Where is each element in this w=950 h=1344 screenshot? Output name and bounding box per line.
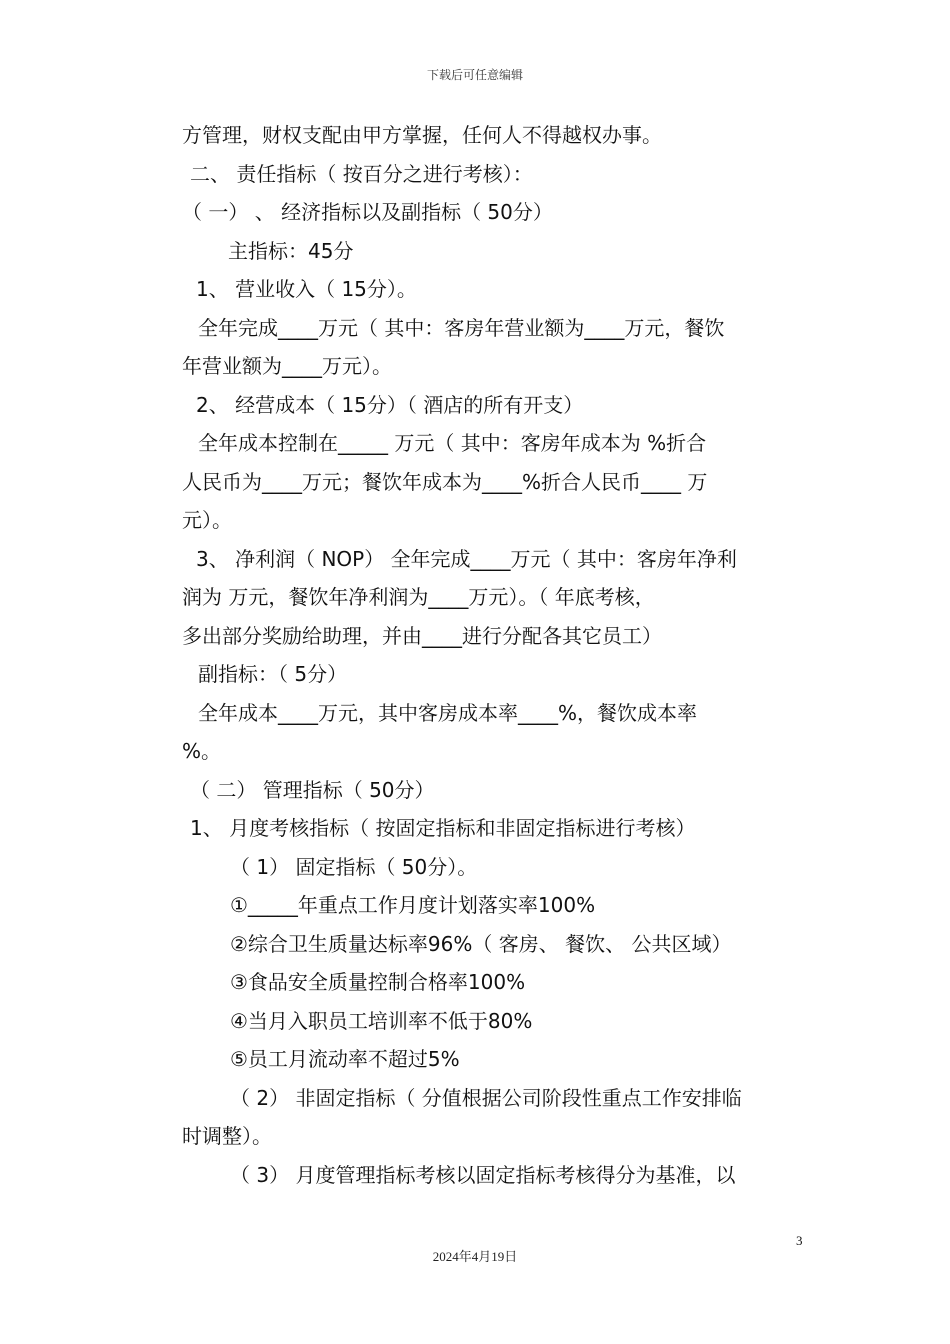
text-line: （ 一） 、 经济指标以及副指标（ 50分） bbox=[182, 200, 553, 224]
text-line: 全年完成____万元（ 其中：客房年营业额为____万元，餐饮 bbox=[198, 315, 725, 340]
text-line: 3、 净利润（ NOP） 全年完成____万元（ 其中：客房年净利 bbox=[196, 546, 737, 571]
text-line: ①_____年重点工作月度计划落实率100% bbox=[230, 893, 596, 917]
text-line: 1、 月度考核指标（ 按固定指标和非固定指标进行考核） bbox=[190, 816, 696, 840]
text-line: （ 1） 固定指标（ 50分）。 bbox=[230, 854, 478, 879]
text-line: ⑤员工月流动率不超过5% bbox=[230, 1047, 460, 1071]
footer-date: 2024年4月19日 bbox=[432, 1249, 518, 1264]
text-line: 二、 责任指标（ 按百分之进行考核）： bbox=[190, 161, 533, 186]
text-line: 全年成本____万元，其中客房成本率____%，餐饮成本率 bbox=[198, 700, 698, 725]
text-line: ②综合卫生质量达标率96%（ 客房、 餐饮、 公共区域） bbox=[230, 931, 732, 956]
text-line: 润为 万元，餐饮年净利润为____万元）。（ 年底考核， bbox=[182, 585, 655, 609]
text-line: ④当月入职员工培训率不低于80% bbox=[230, 1008, 533, 1033]
text-line: 多出部分奖励给助理，并由____进行分配各其它员工） bbox=[182, 623, 662, 648]
text-line: ③食品安全质量控制合格率100% bbox=[230, 970, 526, 994]
text-line: （ 3） 月度管理指标考核以固定指标考核得分为基准，以 bbox=[230, 1162, 736, 1187]
text-line: 2、 经营成本（ 15分）（ 酒店的所有开支） bbox=[196, 392, 584, 417]
text-line: %。 bbox=[182, 739, 222, 763]
document-body bbox=[182, 116, 812, 1194]
text-line: 主指标：45分 bbox=[228, 238, 354, 263]
text-line: 时调整）。 bbox=[182, 1124, 272, 1148]
text-line: （ 2） 非固定指标（ 分值根据公司阶段性重点工作安排临 bbox=[230, 1085, 742, 1110]
text-line: 全年成本控制在_____ 万元（ 其中：客房年成本为 %折合 bbox=[198, 431, 707, 455]
page-number: 3 bbox=[796, 1233, 803, 1248]
text-line: 人民币为____万元；餐饮年成本为____%折合人民币____ 万 bbox=[182, 469, 708, 494]
text-line: 年营业额为____万元）。 bbox=[182, 354, 392, 378]
text-line: （ 二） 管理指标（ 50分） bbox=[190, 777, 435, 802]
page-header: 下载后可任意编辑 bbox=[426, 68, 523, 82]
text-line: 元）。 bbox=[182, 508, 232, 532]
text-line: 1、 营业收入（ 15分）。 bbox=[196, 277, 417, 301]
text-line: 副指标：（ 5分） bbox=[198, 662, 348, 686]
text-line: 方管理，财权支配由甲方掌握，任何人不得越权办事。 bbox=[182, 123, 662, 147]
